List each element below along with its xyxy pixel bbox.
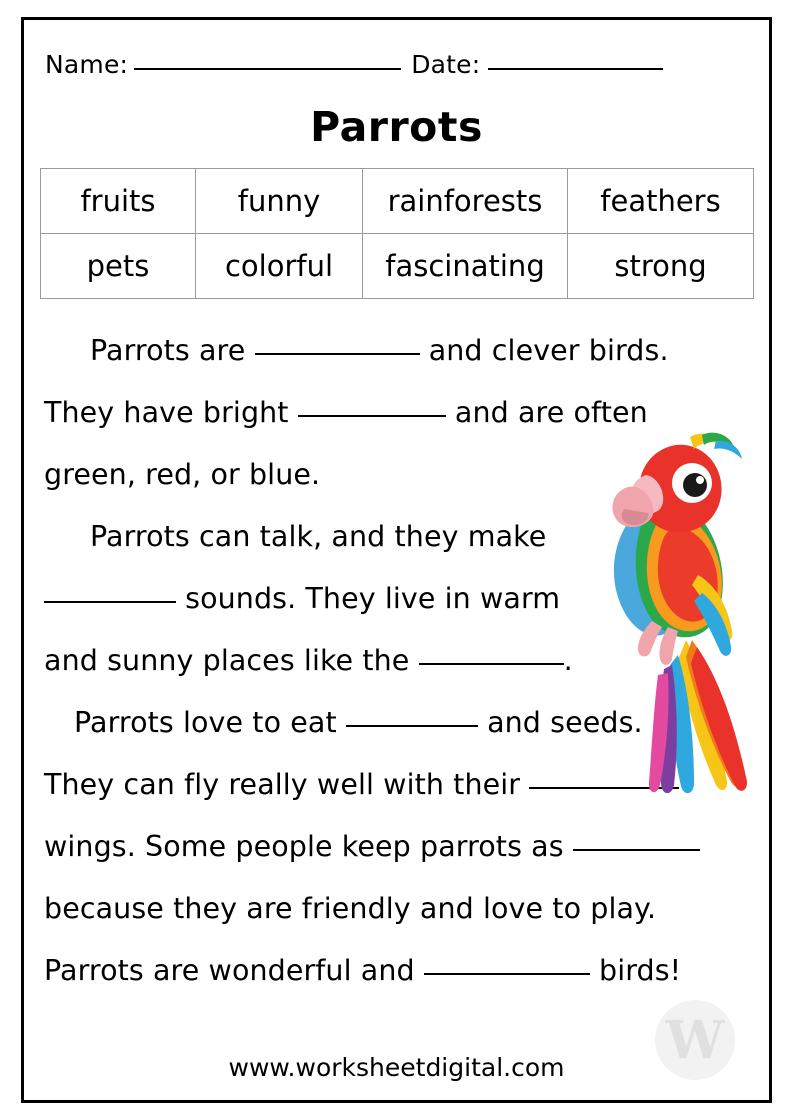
- name-label: Name:: [45, 50, 129, 79]
- passage-text-fragment: They have bright: [44, 396, 298, 429]
- word-bank-cell[interactable]: fascinating: [363, 234, 568, 299]
- passage-text-fragment: They can fly really well with their: [44, 768, 530, 801]
- passage-line-1: [44, 320, 744, 382]
- fill-blank[interactable]: [424, 973, 590, 975]
- passage-line-9: [44, 816, 744, 878]
- passage-text-fragment: wings. Some people keep parrots as: [44, 830, 573, 863]
- passage-text-fragment: Parrots can talk, and they make: [90, 520, 547, 553]
- word-bank-cell[interactable]: strong: [568, 234, 754, 299]
- word-bank-cell[interactable]: rainforests: [363, 169, 568, 234]
- passage-text-fragment: and seeds.: [477, 706, 643, 739]
- passage-line-11: [44, 940, 744, 1002]
- table-row: [41, 169, 754, 234]
- passage-text-fragment: birds!: [589, 954, 682, 987]
- passage-text-fragment: because they are friendly and love to play.: [44, 892, 657, 925]
- passage-text-fragment: and sunny places like the: [44, 644, 419, 677]
- passage-text-fragment: and clever birds.: [419, 334, 669, 367]
- word-bank-table: [40, 168, 754, 299]
- fill-blank[interactable]: [44, 601, 176, 603]
- fill-blank[interactable]: [573, 849, 700, 851]
- fill-blank[interactable]: [255, 353, 420, 355]
- word-bank-cell[interactable]: fruits: [41, 169, 196, 234]
- fill-blank[interactable]: [346, 725, 478, 727]
- passage-text-fragment: and are often: [445, 396, 648, 429]
- name-input-line[interactable]: [134, 68, 401, 70]
- passage-text-fragment: Parrots are: [90, 334, 255, 367]
- passage-line-10: [44, 878, 744, 940]
- passage-text-fragment: sounds. They live in warm: [176, 582, 561, 615]
- watermark-logo: W: [655, 1000, 735, 1080]
- passage-text-fragment: .: [563, 644, 573, 677]
- word-bank-cell[interactable]: colorful: [196, 234, 363, 299]
- table-row: [41, 234, 754, 299]
- fill-blank[interactable]: [298, 415, 446, 417]
- footer-url: www.worksheetdigital.com: [228, 1053, 565, 1082]
- passage-text-fragment: Parrots love to eat: [74, 706, 346, 739]
- name-date-row: [45, 50, 735, 79]
- word-bank-cell[interactable]: funny: [196, 169, 363, 234]
- word-bank-cell[interactable]: feathers: [568, 169, 754, 234]
- passage-text-fragment: Parrots are wonderful and: [44, 954, 424, 987]
- date-label: Date:: [411, 50, 481, 79]
- word-bank-cell[interactable]: pets: [41, 234, 196, 299]
- fill-blank[interactable]: [419, 663, 564, 665]
- parrot-illustration: [598, 425, 758, 800]
- date-input-line[interactable]: [488, 68, 663, 70]
- page-title: Parrots: [310, 103, 483, 151]
- passage-text-fragment: green, red, or blue.: [44, 458, 321, 491]
